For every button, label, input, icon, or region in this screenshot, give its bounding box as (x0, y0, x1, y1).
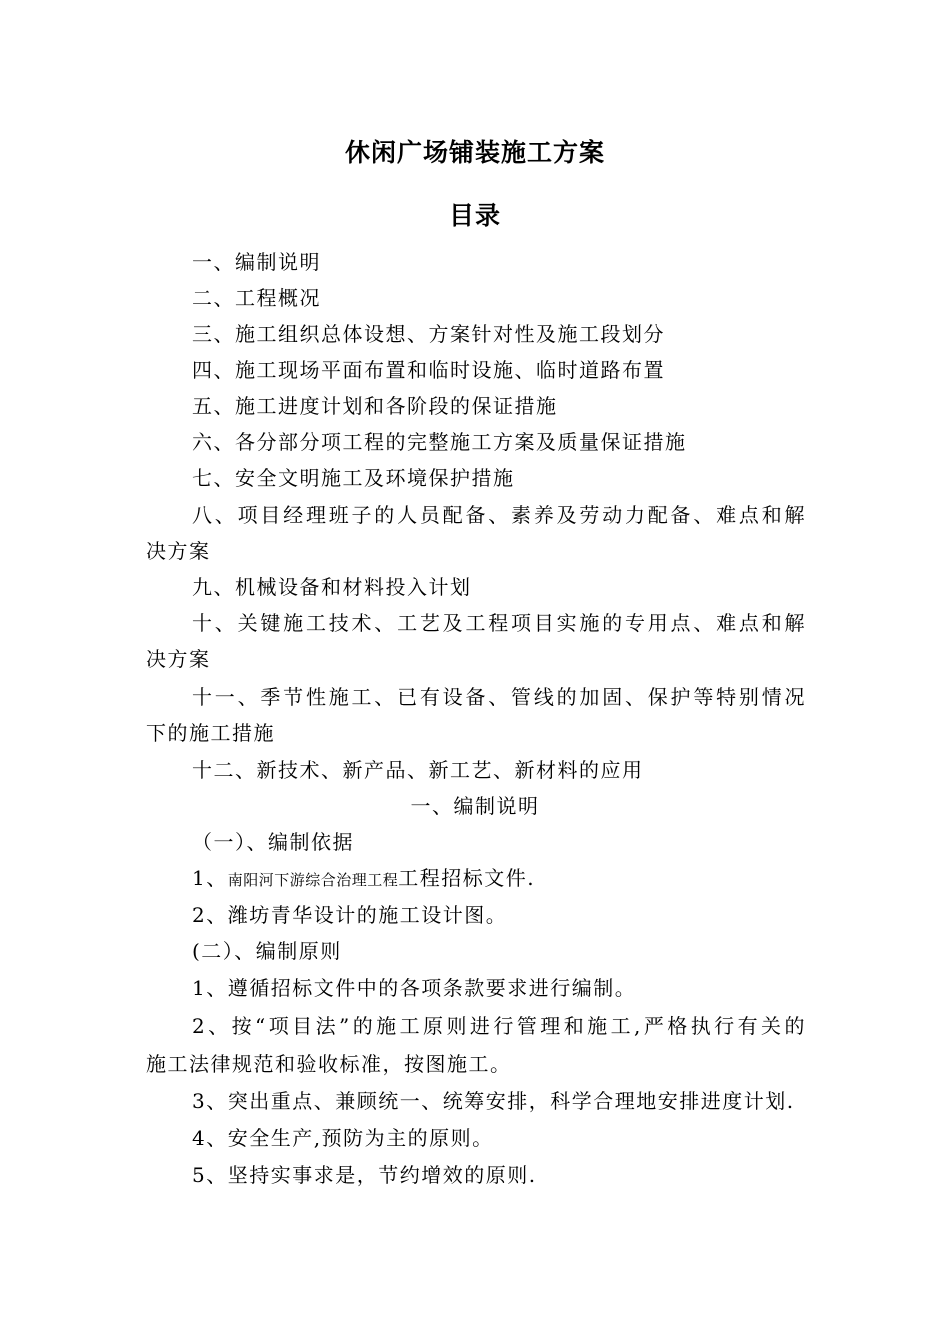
toc-item-7: 七、安全文明施工及环境保护措施 (192, 466, 515, 490)
basis-item-1 (146, 860, 806, 896)
principles-item-5: 5、坚持实事求是，节约增效的原则. (192, 1163, 537, 1187)
toc-item-6: 六、各分部分项工程的完整施工方案及质量保证措施 (192, 430, 687, 454)
toc-heading: 目录 (448, 201, 501, 230)
principles-item-2-line-1: 2、按“项目法”的施工原则进行管理和施工,严格执行有关的 (192, 1014, 806, 1038)
toc-item-10-line-2: 决方案 (146, 647, 211, 671)
toc-item-5: 五、施工进度计划和各阶段的保证措施 (192, 394, 558, 418)
basis-heading: （一）、编制依据 (192, 830, 354, 854)
document-title: 休闲广场铺装施工方案 (344, 138, 605, 167)
toc-item-3: 三、施工组织总体设想、方案针对性及施工段划分 (192, 322, 665, 346)
toc-item-12: 十二、新技术、新产品、新工艺、新材料的应用 (192, 758, 644, 782)
toc-item-9: 九、机械设备和材料投入计划 (192, 575, 472, 599)
basis-item-1-suffix: 工程招标文件. (398, 866, 536, 890)
basis-item-2: 2、潍坊青华设计的施工设计图。 (192, 903, 508, 927)
principles-heading: (二）、编制原则 (192, 939, 342, 963)
toc-item-10-line-1: 十、关键施工技术、工艺及工程项目实施的专用点、难点和解 (192, 611, 806, 635)
section-heading: 一、编制说明 (410, 794, 540, 818)
basis-item-1-project: 南阳河下游综合治理工程 (227, 871, 399, 889)
principles-item-3: 3、突出重点、兼顾统一、统筹安排，科学合理地安排进度计划. (192, 1089, 795, 1113)
toc-item-8-line-2: 决方案 (146, 539, 211, 563)
toc-item-2: 二、工程概况 (192, 286, 321, 310)
toc-item-8-line-1: 八、项目经理班子的人员配备、素养及劳动力配备、难点和解 (192, 503, 806, 527)
principles-item-2-line-2: 施工法律规范和验收标准，按图施工。 (146, 1052, 512, 1076)
principles-item-4: 4、安全生产,预防为主的原则。 (192, 1126, 494, 1150)
toc-item-4: 四、施工现场平面布置和临时设施、临时道路布置 (192, 358, 665, 382)
toc-item-11-line-2: 下的施工措施 (146, 721, 275, 745)
principles-item-1: 1、遵循招标文件中的各项条款要求进行编制。 (192, 976, 637, 1000)
toc-item-1: 一、编制说明 (192, 250, 321, 274)
basis-item-1-prefix: 1、 (192, 866, 228, 890)
toc-item-11-line-1: 十一、季节性施工、已有设备、管线的加固、保护等特别情况 (192, 685, 806, 709)
